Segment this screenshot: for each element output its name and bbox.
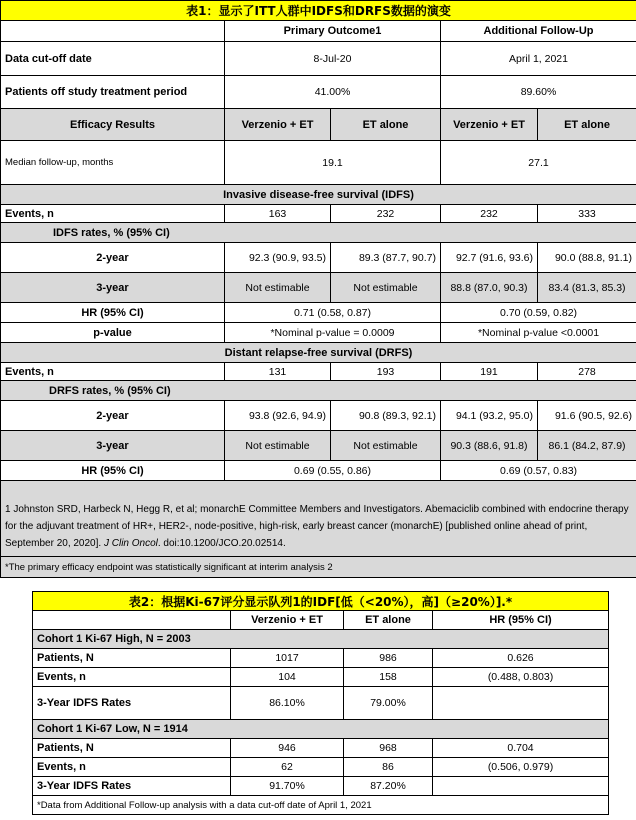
low-patients-cell: 946 [231,739,344,758]
median-followup-label: Median follow-up, months [1,141,225,185]
journal-name: J Clin Oncol [103,538,158,549]
off-treatment-label: Patients off study treatment period [1,76,225,109]
patients-label: Patients, N [33,739,231,758]
drfs-2yr-cell: 94.1 (93.2, 95.0) [441,401,538,431]
table2-title: 表2：根据Ki-67评分显示队列1的IDF[低（<20%），高]（≥20%）].* [33,592,609,611]
idfs-2yr-label: 2-year [1,243,225,273]
arm-a-header: Verzenio + ET [231,611,344,630]
idfs-hr-label: HR (95% CI) [1,303,225,323]
idfs-rate-label: 3-Year IDFS Rates [33,687,231,720]
idfs-events-cell: 163 [225,205,331,223]
drfs-2yr-label: 2-year [1,401,225,431]
arm-a-header: Verzenio + ET [441,109,538,141]
idfs-events-cell: 333 [538,205,636,223]
arm-b-header: ET alone [344,611,433,630]
events-label: Events, n [33,668,231,687]
ki67-high-section: Cohort 1 Ki-67 High, N = 2003 [33,630,609,649]
idfs-events-label: Events, n [1,205,225,223]
cutoff-label: Data cut-off date [1,42,225,76]
ki67-cohort-table [32,591,609,815]
low-ci-cell: (0.506, 0.979) [433,758,609,777]
idfs-3yr-cell: 88.8 (87.0, 90.3) [441,273,538,303]
arm-a-header: Verzenio + ET [225,109,331,141]
cutoff-additional: April 1, 2021 [441,42,636,76]
drfs-hr-additional: 0.69 (0.57, 0.83) [441,461,636,481]
header-empty-cell [33,611,231,630]
pvalue-primary: *Nominal p-value = 0.0009 [225,323,441,343]
high-idfs-cell: 79.00% [344,687,433,720]
low-events-cell: 86 [344,758,433,777]
drfs-2yr-cell: 93.8 (92.6, 94.9) [225,401,331,431]
drfs-events-cell: 193 [331,363,441,381]
drfs-hr-primary: 0.69 (0.55, 0.86) [225,461,441,481]
high-events-cell: 104 [231,668,344,687]
drfs-events-label: Events, n [1,363,225,381]
idfs-3yr-cell: Not estimable [331,273,441,303]
drfs-3yr-cell: Not estimable [331,431,441,461]
idfs-events-cell: 232 [441,205,538,223]
idfs-2yr-cell: 92.3 (90.9, 93.5) [225,243,331,273]
idfs-2yr-cell: 92.7 (91.6, 93.6) [441,243,538,273]
low-idfs-cell [433,777,609,796]
reference-citation: 1 Johnston SRD, Harbeck N, Hegg R, et al; monarchE Committee Members and Investigators. Abemaciclib combined with endocrine therapy for the adjuvant treatment of HR+, HER2-, node-positive, high-risk, early breast cancer (monarchE) [published online ahead of print, September 20, 2020]. J Clin Oncol. doi:10.1200/JCO.20.02514. [1,481,636,557]
idfs-3yr-cell: Not estimable [225,273,331,303]
high-hr-cell: 0.626 [433,649,609,668]
off-treatment-primary: 41.00% [225,76,441,109]
header-empty-cell [1,21,225,42]
drfs-section-header: Distant relapse-free survival (DRFS) [1,343,636,363]
high-events-cell: 158 [344,668,433,687]
drfs-events-cell: 278 [538,363,636,381]
cutoff-primary: 8-Jul-20 [225,42,441,76]
low-hr-cell: 0.704 [433,739,609,758]
low-patients-cell: 968 [344,739,433,758]
high-idfs-cell: 86.10% [231,687,344,720]
drfs-events-cell: 131 [225,363,331,381]
high-patients-cell: 1017 [231,649,344,668]
patients-label: Patients, N [33,649,231,668]
low-idfs-cell: 87.20% [344,777,433,796]
idfs-3yr-cell: 83.4 (81.3, 85.3) [538,273,636,303]
events-label: Events, n [33,758,231,777]
idfs-section-header: Invasive disease-free survival (IDFS) [1,185,636,205]
efficacy-results-label: Efficacy Results [1,109,225,141]
idfs-2yr-cell: 89.3 (87.7, 90.7) [331,243,441,273]
ki67-low-section: Cohort 1 Ki-67 Low, N = 1914 [33,720,609,739]
additional-followup-header: Additional Follow-Up [441,21,636,42]
drfs-rates-label: DRFS rates, % (95% CI) [1,381,636,401]
drfs-3yr-cell: 90.3 (88.6, 91.8) [441,431,538,461]
idfs-rates-label: IDFS rates, % (95% CI) [1,223,636,243]
median-followup-additional: 27.1 [441,141,636,185]
table1-title: 表1：显示了ITT人群中IDFS和DRFS数据的演变 [1,1,636,21]
idfs-rate-label: 3-Year IDFS Rates [33,777,231,796]
hr-header: HR (95% CI) [433,611,609,630]
primary-endpoint-footnote: *The primary efficacy endpoint was statistically significant at interim analysis 2 [1,557,636,578]
arm-b-header: ET alone [331,109,441,141]
idfs-hr-additional: 0.70 (0.59, 0.82) [441,303,636,323]
pvalue-additional: *Nominal p-value <0.0001 [441,323,636,343]
drfs-3yr-cell: Not estimable [225,431,331,461]
drfs-events-cell: 191 [441,363,538,381]
idfs-events-cell: 232 [331,205,441,223]
drfs-hr-label: HR (95% CI) [1,461,225,481]
pvalue-label: p-value [1,323,225,343]
drfs-3yr-label: 3-year [1,431,225,461]
idfs-hr-primary: 0.71 (0.58, 0.87) [225,303,441,323]
high-idfs-cell [433,687,609,720]
table2-footnote: *Data from Additional Follow-up analysis with a data cut-off date of April 1, 2021 [33,796,609,815]
low-events-cell: 62 [231,758,344,777]
low-idfs-cell: 91.70% [231,777,344,796]
high-ci-cell: (0.488, 0.803) [433,668,609,687]
high-patients-cell: 986 [344,649,433,668]
off-treatment-additional: 89.60% [441,76,636,109]
drfs-2yr-cell: 91.6 (90.5, 92.6) [538,401,636,431]
median-followup-primary: 19.1 [225,141,441,185]
drfs-2yr-cell: 90.8 (89.3, 92.1) [331,401,441,431]
drfs-3yr-cell: 86.1 (84.2, 87.9) [538,431,636,461]
arm-b-header: ET alone [538,109,636,141]
idfs-3yr-label: 3-year [1,273,225,303]
idfs-2yr-cell: 90.0 (88.8, 91.1) [538,243,636,273]
primary-outcome-header: Primary Outcome1 [225,21,441,42]
